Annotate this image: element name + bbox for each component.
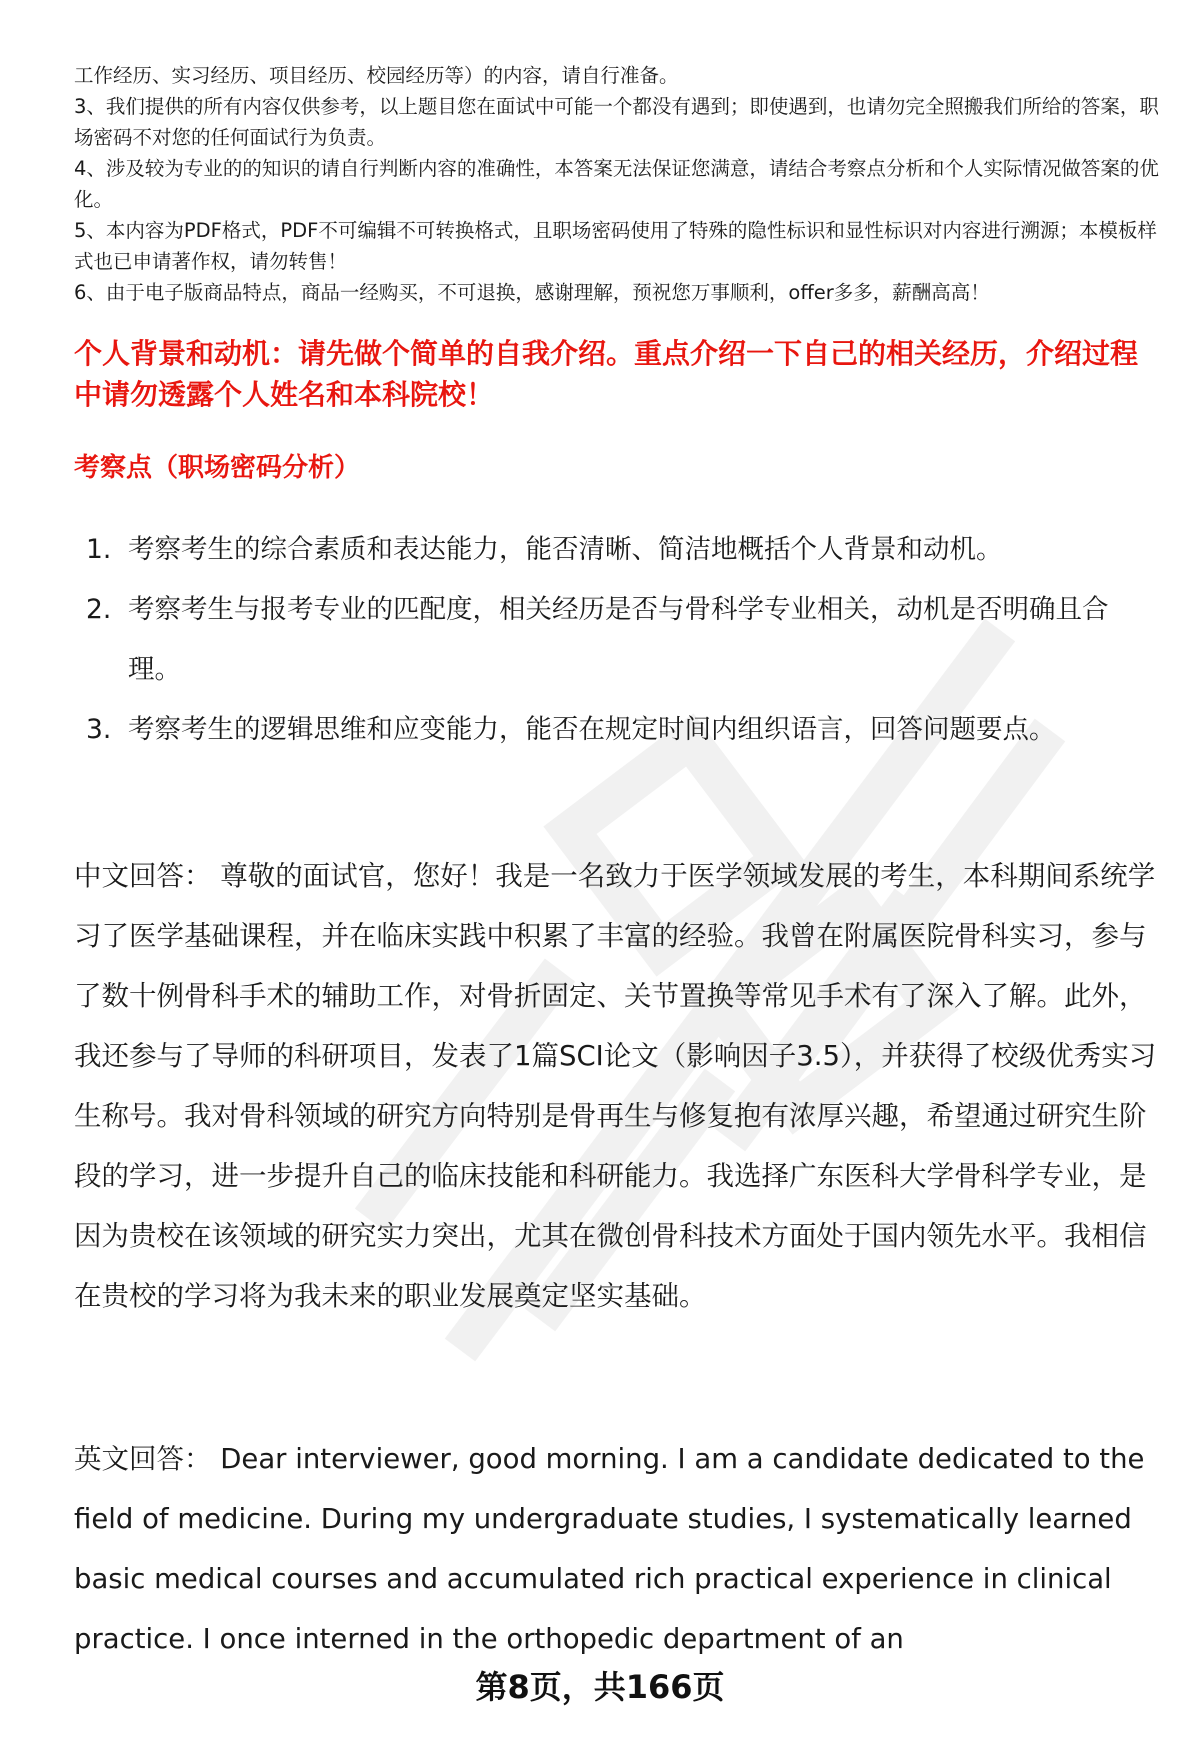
point-text: 考察考生与报考专业的匹配度，相关经历是否与骨科学专业相关，动机是否明确且合理。 (128, 594, 1109, 685)
points-title: 考察点（职场密码分析） (74, 453, 361, 483)
note-line: 6、由于电子版商品特点，商品一经购买，不可退换，感谢理解，预祝您万事顺利，offer多多，薪酬高高！ (74, 281, 990, 304)
english-answer: 英文回答： Dear interviewer, good morning. I am a candidate dedicated to the field of medicine. During my undergraduate studies, I systematically learned basic medical courses and accumulated rich practical experience in clinical practice. I once interned in the orthopedic department of an (74, 1443, 1145, 1655)
assessment-point (74, 520, 1154, 580)
note-line: 4、涉及较为专业的的知识的请自行判断内容的准确性，本答案无法保证您满意，请结合考察点分析和个人实际情况做答案的优化。 (74, 157, 1159, 211)
point-number: 1. (86, 534, 112, 565)
assessment-point (74, 700, 1154, 760)
page-number-footer: 第8页，共166页 (475, 1668, 725, 1706)
assessment-points-list (74, 520, 1154, 760)
point-text: 考察考生的综合素质和表达能力，能否清晰、简洁地概括个人背景和动机。 (128, 534, 1003, 565)
note-line: 工作经历、实习经历、项目经历、校园经历等）的内容，请自行准备。 (74, 64, 679, 87)
interview-question: 个人背景和动机：请先做个简单的自我介绍。重点介绍一下自己的相关经历，介绍过程中请勿透露个人姓名和本科院校！ (74, 337, 1139, 411)
chinese-answer: 中文回答： 尊敬的面试官，您好！我是一名致力于医学领域发展的考生，本科期间系统学习了医学基础课程，并在临床实践中积累了丰富的经验。我曾在附属医院骨科实习，参与了数十例骨科手术的辅助工作，对骨折固定、关节置换等常见手术有了深入了解。此外，我还参与了导师的科研项目，发表了1篇SCI论文（影响因子3.5），并获得了校级优秀实习生称号。我对骨科领域的研究方向特别是骨再生与修复抱有浓厚兴趣，希望通过研究生阶段的学习，进一步提升自己的临床技能和科研能力。我选择广东医科大学骨科学专业，是因为贵校在该领域的研究实力突出，尤其在微创骨科技术方面处于国内领先水平。我相信在贵校的学习将为我未来的职业发展奠定坚实基础。 (74, 860, 1157, 1312)
assessment-point (74, 580, 1154, 700)
note-line: 5、本内容为PDF格式，PDF不可编辑不可转换格式，且职场密码使用了特殊的隐性标识和显性标识对内容进行溯源；本模板样式也已申请著作权，请勿转售！ (74, 219, 1157, 273)
note-line: 3、我们提供的所有内容仅供参考，以上题目您在面试中可能一个都没有遇到；即使遇到，也请勿完全照搬我们所给的答案，职场密码不对您的任何面试行为负责。 (74, 95, 1159, 149)
point-text: 考察考生的逻辑思维和应变能力，能否在规定时间内组织语言，回答问题要点。 (128, 714, 1056, 745)
point-number: 3. (86, 714, 112, 745)
point-number: 2. (86, 594, 112, 625)
notes-section (74, 60, 1164, 308)
